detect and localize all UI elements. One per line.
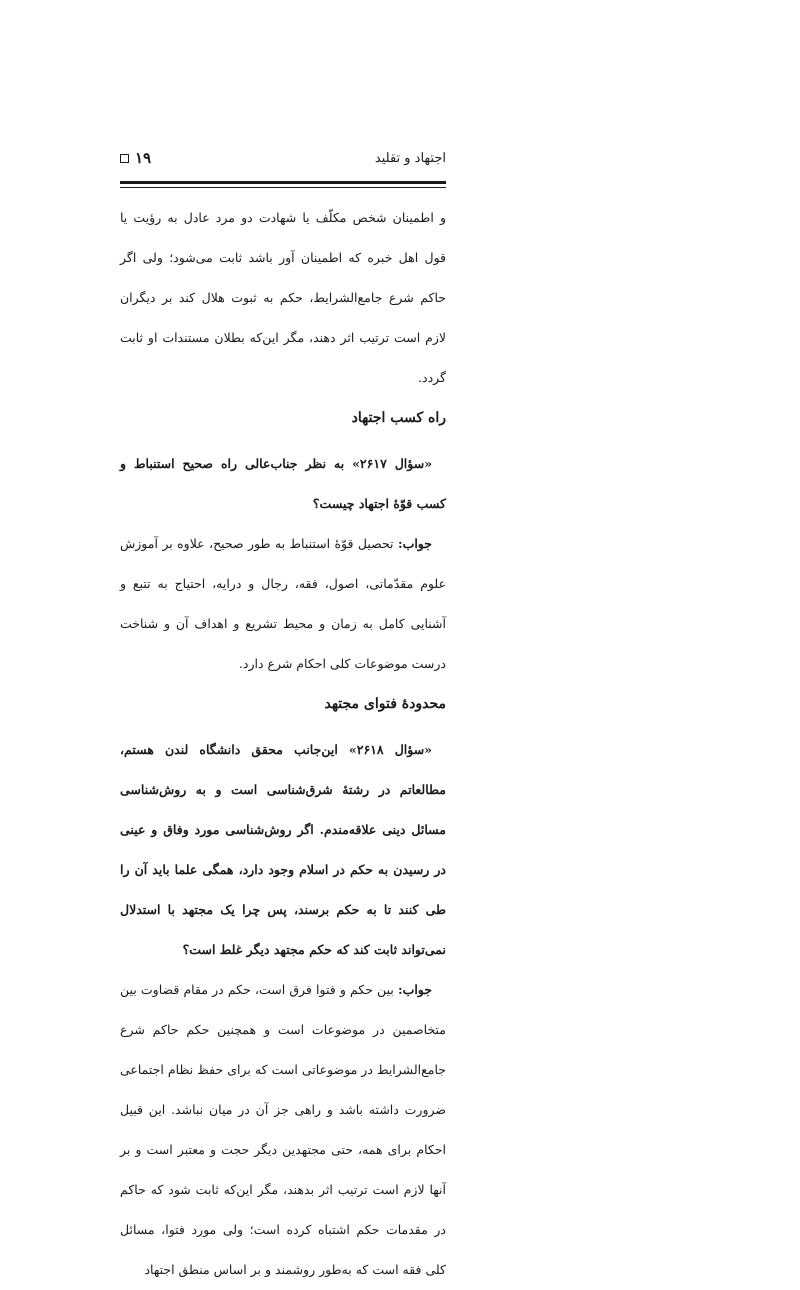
- answer-label: جواب:: [397, 982, 432, 997]
- header-rule-thick: [120, 181, 446, 184]
- answer-label: جواب:: [397, 536, 432, 551]
- body-text: [120, 198, 446, 1290]
- intro-paragraph: و اطمینان شخص مکلّف یا شهادت دو مرد عادل به رؤیت یا قول اهل خبره که اطمینان آور باشد ثابت می‌شود؛ ولی اگر حاکم شرع جامع‌الشرایط، حکم به ثبوت هلال کند بر دیگران لازم است ترتیب اثر دهند، مگر این‌که بطلان مستندات او ثابت گردد.: [120, 210, 446, 385]
- question-2618: «سؤال ۲۶۱۸» این‌جانب محقق دانشگاه لندن هستم، مطالعاتم در رشتهٔ شرق‌شناسی است و به روش‌شناسی مسائل دینی علاقه‌مندم. اگر روش‌شناسی مورد وفاق و عینی در رسیدن به حکم در اسلام وجود دارد، همگی علما باید آن را طی کنند تا به حکم برسند، پس چرا یک مجتهد با استدلال نمی‌تواند ثابت کند که حکم مجتهد دیگر غلط است؟: [120, 742, 446, 957]
- header-title: اجتهاد و تقلید: [374, 150, 446, 166]
- header-rule-thin: [120, 187, 446, 188]
- answer-text: بین حکم و فتوا فرق است، حکم در مقام قضاوت بین متخاصمین در موضوعات است و همچنین حکم حاکم شرع جامع‌الشرایط در موضوعاتی است که برای حفظ نظام اجتماعی ضرورت داشته باشد و راهی جز آن در میان نباشد. این قبیل احکام برای همه، حتی مجتهدین دیگر حجت و معتبر است و بر آنها لازم است ترتیب اثر بدهند، مگر این‌که ثابت شود که حاکم در مقدمات حکم اشتباه کرده است؛ ولی مورد فتوا، مسائل کلی فقه است که به‌طور روشمند و بر اساس منطق اجتهاد: [120, 982, 446, 1277]
- section-heading-ijtihad: راه کسب اجتهاد: [351, 410, 446, 426]
- answer-2617: [120, 524, 446, 684]
- section-heading-fatwa-scope: محدودهٔ فتوای مجتهد: [324, 696, 446, 712]
- running-header: [120, 146, 446, 170]
- page-number-block: [120, 149, 151, 167]
- answer-text: تحصیل قوّهٔ استنباط به طور صحیح، علاوه بر آموزش علوم مقدّماتی، اصول، فقه، رجال و درایه، احتیاج به تتبع و آشنایی کامل به زمان و محیط تشریع و اهداف آن و شناخت درست موضوعات کلی احکام شرع دارد.: [120, 536, 446, 671]
- square-ornament-icon: [120, 154, 129, 163]
- answer-2618: [120, 970, 446, 1290]
- question-2617: «سؤال ۲۶۱۷» به نظر جناب‌عالی راه صحیح استنباط و کسب قوّهٔ اجتهاد چیست؟: [120, 456, 446, 511]
- page-number: ۱۹: [135, 149, 152, 167]
